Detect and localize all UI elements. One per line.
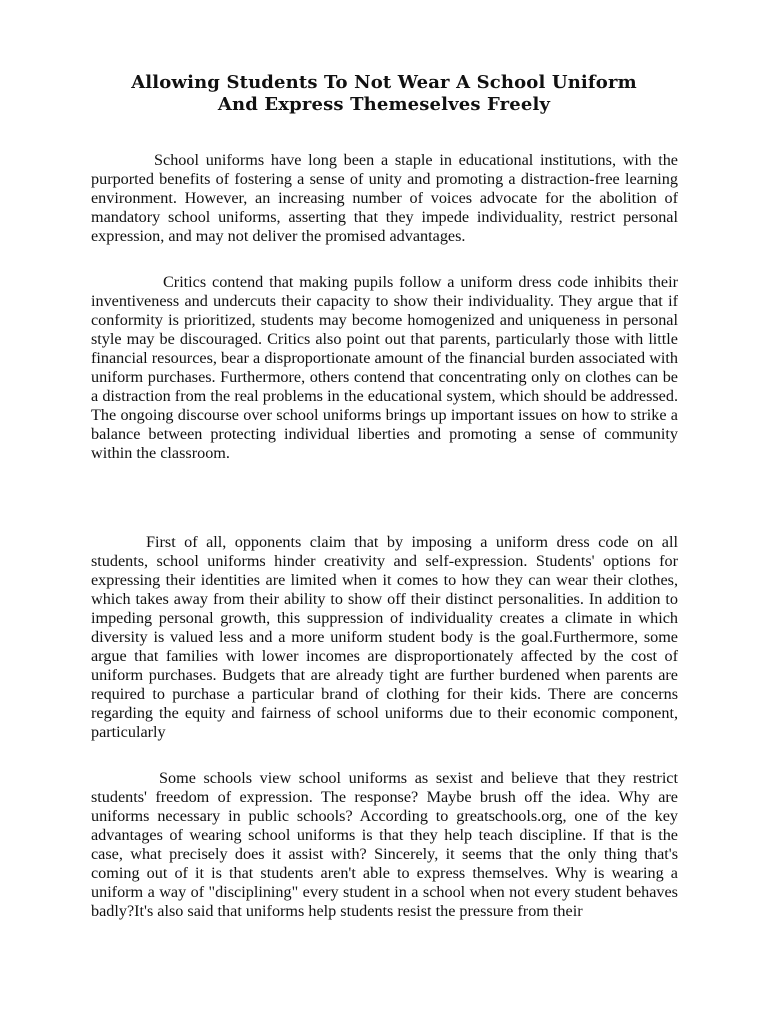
paragraph-2-text: Critics contend that making pupils follow a uniform dress code inhibits their inventiveness and undercuts their capacity to show their individuality. They argue that if conformity is prioritized, students may become homogenized and uniqueness in personal style may be discouraged. Critics also point out that parents, particularly those with little financial resources, bear a disproportionate amount of the financial burden associated with uniform purchases. Furthermore, others contend that concentrating only on clothes can be a distraction from the real problems in the educational system, which should be addressed. The ongoing discourse over school uniforms brings up important issues on how to strike a balance between protecting individual liberties and promoting a sense of community within the classroom.	[91, 273, 678, 462]
paragraph-intro	[91, 151, 678, 246]
paragraph-3-text: First of all, opponents claim that by imposing a uniform dress code on all students, school uniforms hinder creativity and self-expression. Students' options for expressing their identities are limited when it comes to how they can wear their clothes, which takes away from their ability to show off their distinct personalities. In addition to impeding personal growth, this suppression of individuality creates a climate in which diversity is valued less and a more uniform student body is the goal.Furthermore, some argue that families with lower incomes are disproportionately affected by the cost of uniform purchases. Budgets that are already tight are further burdened when parents are required to purchase a particular brand of clothing for their kids. There are concerns regarding the equity and fairness of school uniforms due to their economic component, particularly	[91, 533, 678, 741]
paragraph-discipline	[91, 769, 678, 921]
paragraph-1-text: School uniforms have long been a staple in educational institutions, with the purported benefits of fostering a sense of unity and promoting a distraction-free learning environment. However, an increasing number of voices advocate for the abolition of mandatory school uniforms, asserting that they impede individuality, restrict personal expression, and may not deliver the promised advantages.	[91, 151, 678, 245]
paragraph-opponents	[91, 533, 678, 742]
title-line-2: And Express Themeselves Freely	[217, 94, 551, 115]
paragraph-critics	[91, 273, 678, 463]
title-line-1: Allowing Students To Not Wear A School Uniform	[131, 72, 637, 93]
paragraph-4-text: Some schools view school uniforms as sexist and believe that they restrict students' freedom of expression. The response? Maybe brush off the idea. Why are uniforms necessary in public schools? According to greatschools.org, one of the key advantages of wearing school uniforms is that they help teach discipline. If that is the case, what precisely does it assist with? Sincerely, it seems that the only thing that's coming out of it is that students aren't able to express themselves. Why is wearing a uniform a way of "disciplining" every student in a school when not every student behaves badly?It's also said that uniforms help students resist the pressure from their	[91, 769, 678, 920]
document-title	[60, 72, 708, 116]
